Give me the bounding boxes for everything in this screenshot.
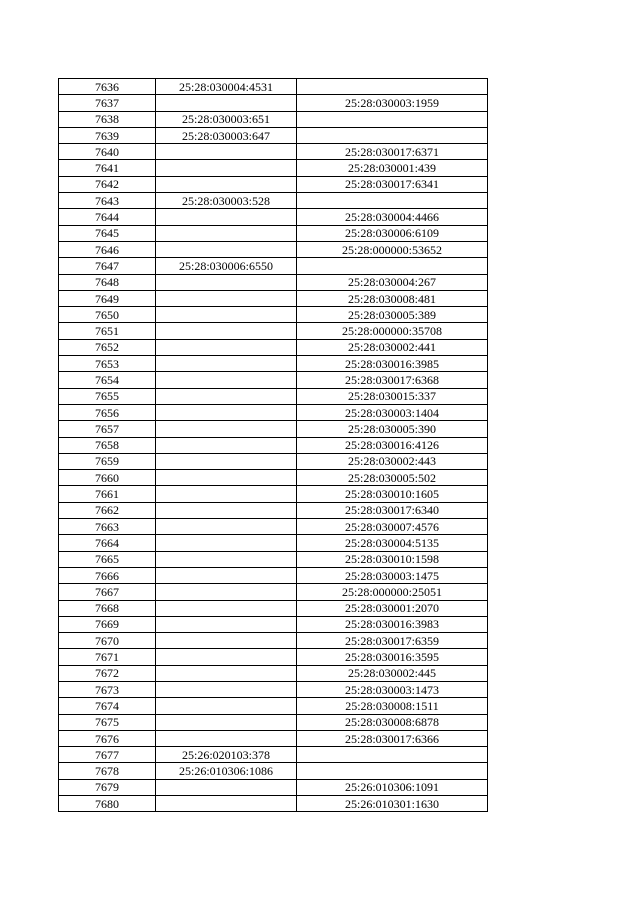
table-row (59, 779, 488, 795)
row-number-cell: 7674 (59, 698, 156, 714)
row-number-cell: 7677 (59, 747, 156, 763)
table-row (59, 747, 488, 763)
table-row (59, 519, 488, 535)
table-body (59, 79, 488, 812)
cadastral-number-cell-a (156, 698, 297, 714)
cadastral-number-cell-a (156, 274, 297, 290)
table-row (59, 714, 488, 730)
cadastral-number-cell-a: 25:26:020103:378 (156, 747, 297, 763)
table-row (59, 176, 488, 192)
cadastral-number-cell-b: 25:28:030010:1598 (297, 551, 488, 567)
cadastral-number-cell-b: 25:26:010301:1630 (297, 796, 488, 812)
row-number-cell: 7639 (59, 127, 156, 143)
table-row (59, 307, 488, 323)
cadastral-number-cell-b: 25:28:030016:3985 (297, 356, 488, 372)
row-number-cell: 7653 (59, 356, 156, 372)
table-row (59, 323, 488, 339)
cadastral-number-cell-a: 25:28:030004:4531 (156, 79, 297, 95)
cadastral-number-cell-b (297, 111, 488, 127)
cadastral-number-cell-b (297, 193, 488, 209)
cadastral-number-cell-a (156, 372, 297, 388)
table-row (59, 356, 488, 372)
table-row (59, 111, 488, 127)
cadastral-number-cell-a (156, 796, 297, 812)
table-row (59, 453, 488, 469)
cadastral-number-cell-a (156, 600, 297, 616)
row-number-cell: 7636 (59, 79, 156, 95)
table-row (59, 535, 488, 551)
cadastral-number-cell-b (297, 747, 488, 763)
cadastral-number-cell-a (156, 209, 297, 225)
cadastral-number-cell-a (156, 144, 297, 160)
cadastral-number-cell-b: 25:28:030017:6340 (297, 502, 488, 518)
cadastral-number-cell-a (156, 339, 297, 355)
table-row (59, 567, 488, 583)
cadastral-number-cell-b: 25:28:030003:1473 (297, 681, 488, 697)
table-row (59, 160, 488, 176)
table-row (59, 193, 488, 209)
cadastral-number-cell-a (156, 502, 297, 518)
row-number-cell: 7666 (59, 567, 156, 583)
table-row (59, 95, 488, 111)
cadastral-number-cell-b: 25:28:000000:35708 (297, 323, 488, 339)
cadastral-number-cell-b: 25:28:030003:1404 (297, 404, 488, 420)
row-number-cell: 7663 (59, 519, 156, 535)
table-row (59, 486, 488, 502)
table-row (59, 404, 488, 420)
cadastral-number-cell-a (156, 470, 297, 486)
cadastral-number-cell-a (156, 649, 297, 665)
row-number-cell: 7673 (59, 681, 156, 697)
row-number-cell: 7646 (59, 241, 156, 257)
table-row (59, 241, 488, 257)
table-row (59, 470, 488, 486)
cadastral-number-cell-b: 25:28:030002:443 (297, 453, 488, 469)
cadastral-number-cell-b: 25:28:030008:481 (297, 290, 488, 306)
cadastral-number-cell-b: 25:28:030003:1959 (297, 95, 488, 111)
row-number-cell: 7668 (59, 600, 156, 616)
cadastral-number-cell-a: 25:28:030003:651 (156, 111, 297, 127)
cadastral-number-cell-b: 25:28:030016:3595 (297, 649, 488, 665)
cadastral-number-cell-a (156, 241, 297, 257)
cadastral-number-cell-a (156, 681, 297, 697)
table-row (59, 633, 488, 649)
row-number-cell: 7656 (59, 404, 156, 420)
cadastral-number-cell-a (156, 633, 297, 649)
table-row (59, 274, 488, 290)
cadastral-number-cell-a (156, 535, 297, 551)
row-number-cell: 7644 (59, 209, 156, 225)
table-row (59, 616, 488, 632)
table-row (59, 339, 488, 355)
row-number-cell: 7660 (59, 470, 156, 486)
table-row (59, 681, 488, 697)
row-number-cell: 7643 (59, 193, 156, 209)
table-row (59, 698, 488, 714)
cadastral-number-cell-a (156, 567, 297, 583)
cadastral-number-cell-a (156, 307, 297, 323)
cadastral-number-cell-b: 25:28:030016:4126 (297, 437, 488, 453)
row-number-cell: 7658 (59, 437, 156, 453)
cadastral-number-cell-b: 25:28:030008:6878 (297, 714, 488, 730)
cadastral-number-cell-b: 25:28:030006:6109 (297, 225, 488, 241)
cadastral-number-cell-b: 25:28:030002:445 (297, 665, 488, 681)
cadastral-number-cell-a (156, 290, 297, 306)
cadastral-number-cell-b: 25:28:030017:6359 (297, 633, 488, 649)
cadastral-number-cell-a (156, 584, 297, 600)
table-row (59, 730, 488, 746)
cadastral-number-cell-b: 25:28:030015:337 (297, 388, 488, 404)
cadastral-number-cell-b: 25:28:030017:6341 (297, 176, 488, 192)
cadastral-number-cell-b (297, 258, 488, 274)
table-row (59, 502, 488, 518)
cadastral-number-cell-a (156, 551, 297, 567)
row-number-cell: 7654 (59, 372, 156, 388)
row-number-cell: 7676 (59, 730, 156, 746)
cadastral-number-cell-a (156, 616, 297, 632)
table-row (59, 290, 488, 306)
cadastral-number-cell-b: 25:28:030010:1605 (297, 486, 488, 502)
row-number-cell: 7650 (59, 307, 156, 323)
cadastral-number-cell-a (156, 486, 297, 502)
cadastral-number-cell-b: 25:26:010306:1091 (297, 779, 488, 795)
table-row (59, 421, 488, 437)
row-number-cell: 7671 (59, 649, 156, 665)
row-number-cell: 7648 (59, 274, 156, 290)
table-row (59, 649, 488, 665)
row-number-cell: 7678 (59, 763, 156, 779)
cadastral-number-cell-a (156, 95, 297, 111)
row-number-cell: 7680 (59, 796, 156, 812)
row-number-cell: 7675 (59, 714, 156, 730)
cadastral-number-cell-b: 25:28:000000:25051 (297, 584, 488, 600)
row-number-cell: 7662 (59, 502, 156, 518)
cadastral-number-cell-a: 25:28:030003:528 (156, 193, 297, 209)
row-number-cell: 7661 (59, 486, 156, 502)
cadastral-number-cell-a (156, 356, 297, 372)
row-number-cell: 7665 (59, 551, 156, 567)
cadastral-number-cell-b (297, 763, 488, 779)
cadastral-number-cell-a (156, 453, 297, 469)
table-row (59, 127, 488, 143)
cadastral-number-cell-b: 25:28:000000:53652 (297, 241, 488, 257)
row-number-cell: 7679 (59, 779, 156, 795)
row-number-cell: 7637 (59, 95, 156, 111)
row-number-cell: 7655 (59, 388, 156, 404)
table-row (59, 551, 488, 567)
cadastral-number-cell-b: 25:28:030004:267 (297, 274, 488, 290)
cadastral-number-cell-b: 25:28:030001:439 (297, 160, 488, 176)
cadastral-number-cell-a (156, 779, 297, 795)
table-row (59, 225, 488, 241)
table-row (59, 144, 488, 160)
table-row (59, 258, 488, 274)
row-number-cell: 7667 (59, 584, 156, 600)
cadastral-number-cell-a (156, 388, 297, 404)
cadastral-number-cell-a: 25:28:030003:647 (156, 127, 297, 143)
table-row (59, 665, 488, 681)
cadastral-number-cell-a (156, 730, 297, 746)
table-row (59, 209, 488, 225)
cadastral-number-cell-b: 25:28:030005:502 (297, 470, 488, 486)
row-number-cell: 7669 (59, 616, 156, 632)
cadastral-number-cell-a (156, 176, 297, 192)
row-number-cell: 7664 (59, 535, 156, 551)
cadastral-number-cell-a (156, 421, 297, 437)
row-number-cell: 7642 (59, 176, 156, 192)
cadastral-number-cell-b: 25:28:030005:390 (297, 421, 488, 437)
cadastral-number-cell-b: 25:28:030017:6368 (297, 372, 488, 388)
cadastral-number-cell-b: 25:28:030008:1511 (297, 698, 488, 714)
cadastral-number-cell-a (156, 323, 297, 339)
row-number-cell: 7645 (59, 225, 156, 241)
cadastral-number-cell-a (156, 437, 297, 453)
table-row (59, 763, 488, 779)
table-row (59, 437, 488, 453)
cadastral-number-cell-a (156, 519, 297, 535)
row-number-cell: 7647 (59, 258, 156, 274)
cadastral-number-cell-b: 25:28:030007:4576 (297, 519, 488, 535)
cadastral-number-cell-a (156, 160, 297, 176)
cadastral-number-cell-a: 25:28:030006:6550 (156, 258, 297, 274)
table-row (59, 372, 488, 388)
row-number-cell: 7651 (59, 323, 156, 339)
cadastral-number-cell-b: 25:28:030017:6366 (297, 730, 488, 746)
cadastral-number-cell-a: 25:26:010306:1086 (156, 763, 297, 779)
row-number-cell: 7670 (59, 633, 156, 649)
row-number-cell: 7652 (59, 339, 156, 355)
row-number-cell: 7657 (59, 421, 156, 437)
row-number-cell: 7641 (59, 160, 156, 176)
cadastral-number-cell-a (156, 404, 297, 420)
row-number-cell: 7649 (59, 290, 156, 306)
table-row (59, 796, 488, 812)
cadastral-number-cell-b (297, 79, 488, 95)
table-row (59, 388, 488, 404)
cadastral-number-cell-b: 25:28:030005:389 (297, 307, 488, 323)
cadastral-number-cell-a (156, 225, 297, 241)
cadastral-number-cell-b: 25:28:030016:3983 (297, 616, 488, 632)
cadastral-number-cell-b: 25:28:030001:2070 (297, 600, 488, 616)
cadastral-number-cell-b: 25:28:030004:4466 (297, 209, 488, 225)
table-row (59, 600, 488, 616)
row-number-cell: 7672 (59, 665, 156, 681)
cadastral-number-cell-a (156, 714, 297, 730)
row-number-cell: 7640 (59, 144, 156, 160)
table-row (59, 584, 488, 600)
cadastral-number-cell-b: 25:28:030003:1475 (297, 567, 488, 583)
cadastral-number-cell-a (156, 665, 297, 681)
table-row (59, 79, 488, 95)
cadastral-number-cell-b: 25:28:030002:441 (297, 339, 488, 355)
row-number-cell: 7638 (59, 111, 156, 127)
cadastral-numbers-table (58, 78, 488, 812)
cadastral-number-cell-b: 25:28:030004:5135 (297, 535, 488, 551)
cadastral-number-cell-b (297, 127, 488, 143)
cadastral-number-cell-b: 25:28:030017:6371 (297, 144, 488, 160)
row-number-cell: 7659 (59, 453, 156, 469)
